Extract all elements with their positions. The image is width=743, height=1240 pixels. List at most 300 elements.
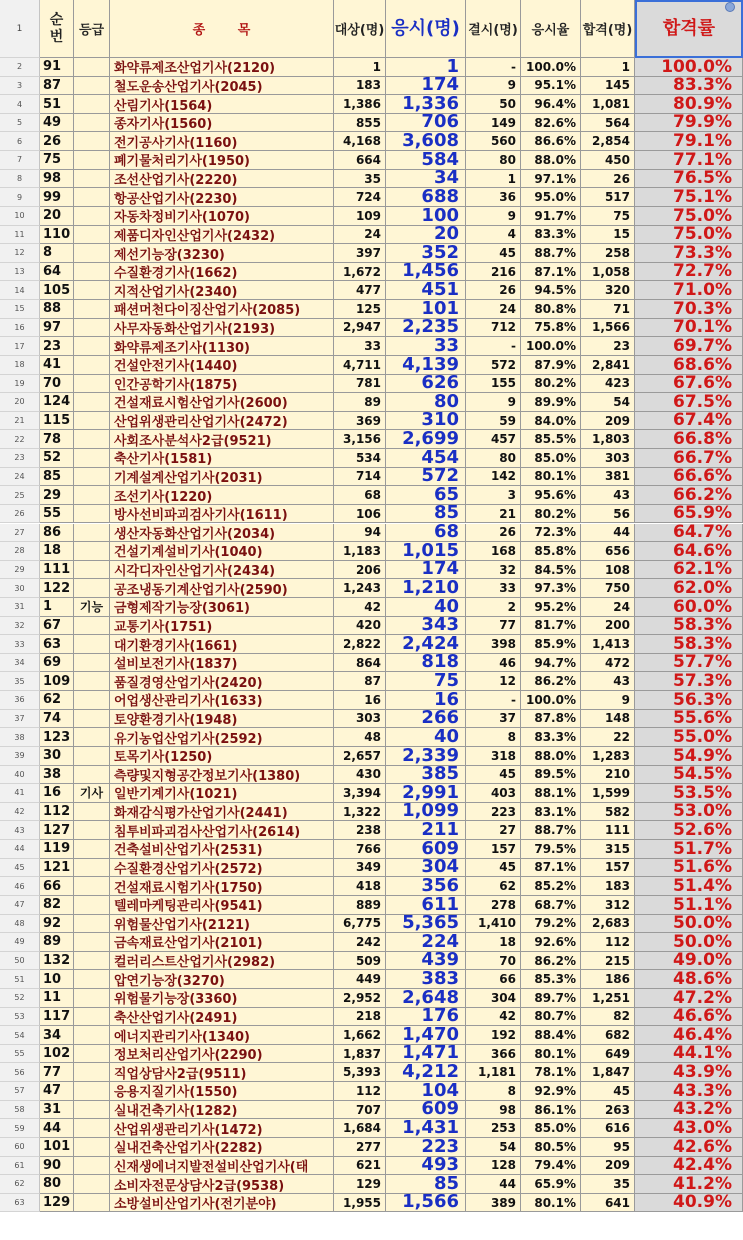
cell-rate[interactable]: 83.3% [521,728,581,747]
cell-target[interactable]: 2,822 [334,635,386,654]
cell-taken[interactable]: 2,424 [386,635,466,654]
cell-target[interactable]: 349 [334,859,386,878]
cell-rate[interactable]: 95.6% [521,486,581,505]
cell-absent[interactable]: 403 [466,784,521,803]
header-absent[interactable]: 결시(명) [466,0,521,58]
row-index[interactable]: 8 [0,170,40,189]
cell-absent[interactable]: 157 [466,840,521,859]
cell-absent[interactable]: 318 [466,747,521,766]
cell-taken[interactable]: 16 [386,691,466,710]
cell-pass[interactable]: 1,081 [581,95,635,114]
cell-taken[interactable]: 1,210 [386,579,466,598]
cell-rate[interactable]: 88.7% [521,821,581,840]
cell-rate[interactable]: 85.2% [521,877,581,896]
cell-taken[interactable]: 385 [386,766,466,785]
row-index[interactable]: 30 [0,579,40,598]
cell-pass-rate[interactable]: 42.4% [635,1157,743,1176]
cell-taken[interactable]: 352 [386,244,466,263]
cell-no[interactable]: 90 [40,1157,74,1176]
cell-grade[interactable] [74,505,110,524]
cell-absent[interactable]: 149 [466,114,521,133]
cell-grade[interactable] [74,1026,110,1045]
cell-rate[interactable]: 84.0% [521,412,581,431]
cell-pass-rate[interactable]: 62.0% [635,579,743,598]
cell-taken[interactable]: 68 [386,524,466,543]
row-index[interactable]: 26 [0,505,40,524]
row-index[interactable]: 5 [0,114,40,133]
cell-rate[interactable]: 80.8% [521,300,581,319]
cell-rate[interactable]: 91.7% [521,207,581,226]
cell-target[interactable]: 106 [334,505,386,524]
cell-target[interactable]: 206 [334,561,386,580]
cell-no[interactable]: 102 [40,1045,74,1064]
cell-pass[interactable]: 9 [581,691,635,710]
cell-absent[interactable]: 42 [466,1008,521,1027]
cell-taken[interactable]: 304 [386,859,466,878]
cell-absent[interactable]: 80 [466,449,521,468]
cell-grade[interactable] [74,635,110,654]
row-index[interactable]: 36 [0,691,40,710]
cell-no[interactable]: 78 [40,430,74,449]
cell-pass[interactable]: 22 [581,728,635,747]
cell-pass[interactable]: 95 [581,1138,635,1157]
cell-pass[interactable]: 2,854 [581,132,635,151]
cell-taken[interactable]: 104 [386,1082,466,1101]
row-index[interactable]: 6 [0,132,40,151]
cell-no[interactable]: 127 [40,821,74,840]
cell-pass-rate[interactable]: 79.9% [635,114,743,133]
cell-absent[interactable]: 223 [466,803,521,822]
cell-no[interactable]: 91 [40,58,74,77]
cell-taken[interactable]: 1,456 [386,263,466,282]
cell-no[interactable]: 122 [40,579,74,598]
cell-pass[interactable]: 564 [581,114,635,133]
cell-taken[interactable]: 626 [386,375,466,394]
cell-grade[interactable] [74,1008,110,1027]
cell-name[interactable]: 철도운송산업기사(2045) [110,77,334,96]
row-index[interactable]: 10 [0,207,40,226]
cell-absent[interactable]: 192 [466,1026,521,1045]
cell-rate[interactable]: 79.4% [521,1157,581,1176]
row-index[interactable]: 55 [0,1045,40,1064]
row-index[interactable]: 15 [0,300,40,319]
cell-pass-rate[interactable]: 48.6% [635,970,743,989]
cell-grade[interactable] [74,226,110,245]
cell-rate[interactable]: 95.2% [521,598,581,617]
cell-no[interactable]: 1 [40,598,74,617]
cell-grade[interactable] [74,1045,110,1064]
row-index[interactable]: 34 [0,654,40,673]
cell-target[interactable]: 1,386 [334,95,386,114]
row-index[interactable]: 46 [0,877,40,896]
cell-taken[interactable]: 85 [386,1175,466,1194]
cell-pass[interactable]: 423 [581,375,635,394]
cell-target[interactable]: 16 [334,691,386,710]
cell-no[interactable]: 70 [40,375,74,394]
cell-pass-rate[interactable]: 51.1% [635,896,743,915]
cell-rate[interactable]: 100.0% [521,58,581,77]
cell-name[interactable]: 수질환경기사(1662) [110,263,334,282]
cell-name[interactable]: 토목기사(1250) [110,747,334,766]
cell-grade[interactable] [74,114,110,133]
cell-no[interactable]: 52 [40,449,74,468]
cell-pass-rate[interactable]: 49.0% [635,952,743,971]
cell-pass-rate[interactable]: 43.9% [635,1063,743,1082]
cell-absent[interactable]: 572 [466,356,521,375]
cell-name[interactable]: 어업생산관리기사(1633) [110,691,334,710]
cell-target[interactable]: 277 [334,1138,386,1157]
cell-target[interactable]: 420 [334,617,386,636]
cell-absent[interactable]: 45 [466,766,521,785]
cell-pass-rate[interactable]: 43.3% [635,1082,743,1101]
cell-name[interactable]: 건설재료시험산업기사(2600) [110,393,334,412]
cell-taken[interactable]: 266 [386,710,466,729]
cell-pass-rate[interactable]: 73.3% [635,244,743,263]
cell-rate[interactable]: 100.0% [521,337,581,356]
cell-target[interactable]: 397 [334,244,386,263]
cell-pass[interactable]: 2,683 [581,915,635,934]
cell-absent[interactable]: 80 [466,151,521,170]
cell-grade[interactable] [74,524,110,543]
cell-grade[interactable] [74,970,110,989]
cell-taken[interactable]: 85 [386,505,466,524]
cell-no[interactable]: 77 [40,1063,74,1082]
cell-pass[interactable]: 2,841 [581,356,635,375]
cell-absent[interactable]: 70 [466,952,521,971]
cell-absent[interactable]: 54 [466,1138,521,1157]
cell-target[interactable]: 781 [334,375,386,394]
cell-pass-rate[interactable]: 75.0% [635,207,743,226]
cell-pass[interactable]: 157 [581,859,635,878]
cell-grade[interactable] [74,952,110,971]
cell-no[interactable]: 75 [40,151,74,170]
cell-target[interactable]: 2,952 [334,989,386,1008]
cell-pass[interactable]: 472 [581,654,635,673]
cell-pass-rate[interactable]: 66.7% [635,449,743,468]
cell-pass[interactable]: 145 [581,77,635,96]
cell-absent[interactable]: 26 [466,281,521,300]
cell-absent[interactable]: 59 [466,412,521,431]
cell-no[interactable]: 41 [40,356,74,375]
cell-no[interactable]: 82 [40,896,74,915]
cell-target[interactable]: 48 [334,728,386,747]
cell-absent[interactable]: 32 [466,561,521,580]
cell-name[interactable]: 건설재료시험기사(1750) [110,877,334,896]
cell-name[interactable]: 응용지질기사(1550) [110,1082,334,1101]
cell-absent[interactable]: 1 [466,170,521,189]
cell-rate[interactable]: 81.7% [521,617,581,636]
cell-rate[interactable]: 72.3% [521,524,581,543]
cell-rate[interactable]: 83.3% [521,226,581,245]
cell-rate[interactable]: 88.7% [521,244,581,263]
cell-pass[interactable]: 209 [581,412,635,431]
cell-pass-rate[interactable]: 41.2% [635,1175,743,1194]
cell-pass-rate[interactable]: 42.6% [635,1138,743,1157]
cell-name[interactable]: 지적산업기사(2340) [110,281,334,300]
cell-pass-rate[interactable]: 57.7% [635,654,743,673]
cell-taken[interactable]: 584 [386,151,466,170]
cell-no[interactable]: 92 [40,915,74,934]
cell-rate[interactable]: 86.2% [521,672,581,691]
cell-no[interactable]: 74 [40,710,74,729]
cell-pass[interactable]: 312 [581,896,635,915]
cell-taken[interactable]: 493 [386,1157,466,1176]
row-index[interactable]: 23 [0,449,40,468]
cell-target[interactable]: 477 [334,281,386,300]
cell-pass-rate[interactable]: 67.5% [635,393,743,412]
cell-name[interactable]: 자동차정비기사(1070) [110,207,334,226]
cell-pass-rate[interactable]: 50.0% [635,915,743,934]
cell-absent[interactable]: 18 [466,933,521,952]
cell-pass[interactable]: 303 [581,449,635,468]
cell-name[interactable]: 조선산업기사(2220) [110,170,334,189]
cell-pass[interactable]: 315 [581,840,635,859]
cell-no[interactable]: 67 [40,617,74,636]
row-index[interactable]: 4 [0,95,40,114]
row-index[interactable]: 43 [0,821,40,840]
cell-rate[interactable]: 100.0% [521,691,581,710]
cell-absent[interactable]: 128 [466,1157,521,1176]
cell-pass[interactable]: 210 [581,766,635,785]
cell-pass-rate[interactable]: 53.0% [635,803,743,822]
cell-grade[interactable] [74,840,110,859]
cell-rate[interactable]: 83.1% [521,803,581,822]
cell-name[interactable]: 전기공사기사(1160) [110,132,334,151]
cell-target[interactable]: 125 [334,300,386,319]
cell-taken[interactable]: 383 [386,970,466,989]
cell-name[interactable]: 에너지관리기사(1340) [110,1026,334,1045]
cell-pass-rate[interactable]: 75.1% [635,188,743,207]
header-pass[interactable]: 합격(명) [581,0,635,58]
cell-rate[interactable]: 86.6% [521,132,581,151]
cell-pass-rate[interactable]: 51.4% [635,877,743,896]
cell-pass-rate[interactable]: 55.0% [635,728,743,747]
cell-rate[interactable]: 97.1% [521,170,581,189]
row-index[interactable]: 53 [0,1008,40,1027]
cell-pass-rate[interactable]: 75.0% [635,226,743,245]
cell-name[interactable]: 금속재료산업기사(2101) [110,933,334,952]
cell-rate[interactable]: 88.0% [521,151,581,170]
selection-handle-icon[interactable] [725,2,735,12]
cell-name[interactable]: 화약류제조기사(1130) [110,337,334,356]
row-index[interactable]: 32 [0,617,40,636]
cell-grade[interactable] [74,58,110,77]
cell-grade[interactable] [74,356,110,375]
row-index[interactable]: 51 [0,970,40,989]
cell-name[interactable]: 패션머천다이징산업기사(2085) [110,300,334,319]
cell-pass[interactable]: 649 [581,1045,635,1064]
cell-taken[interactable]: 439 [386,952,466,971]
cell-taken[interactable]: 1,471 [386,1045,466,1064]
cell-target[interactable]: 238 [334,821,386,840]
cell-name[interactable]: 생산자동화산업기사(2034) [110,524,334,543]
cell-taken[interactable]: 2,648 [386,989,466,1008]
cell-no[interactable]: 115 [40,412,74,431]
cell-taken[interactable]: 609 [386,1101,466,1120]
cell-target[interactable]: 724 [334,188,386,207]
cell-grade[interactable] [74,915,110,934]
cell-target[interactable]: 242 [334,933,386,952]
cell-no[interactable]: 89 [40,933,74,952]
cell-no[interactable]: 31 [40,1101,74,1120]
cell-rate[interactable]: 80.2% [521,505,581,524]
cell-name[interactable]: 사회조사분석사2급(9521) [110,430,334,449]
row-index[interactable]: 47 [0,896,40,915]
cell-target[interactable]: 855 [334,114,386,133]
cell-name[interactable]: 압연기능장(3270) [110,970,334,989]
cell-name[interactable]: 위험물산업기사(2121) [110,915,334,934]
cell-target[interactable]: 303 [334,710,386,729]
cell-pass[interactable]: 148 [581,710,635,729]
cell-taken[interactable]: 1,015 [386,542,466,561]
cell-no[interactable]: 129 [40,1194,74,1213]
cell-pass[interactable]: 56 [581,505,635,524]
cell-target[interactable]: 33 [334,337,386,356]
cell-grade[interactable] [74,207,110,226]
cell-grade[interactable] [74,95,110,114]
cell-absent[interactable]: 3 [466,486,521,505]
cell-no[interactable]: 88 [40,300,74,319]
cell-no[interactable]: 111 [40,561,74,580]
cell-no[interactable]: 69 [40,654,74,673]
cell-no[interactable]: 97 [40,319,74,338]
cell-target[interactable]: 889 [334,896,386,915]
cell-name[interactable]: 설비보전기사(1837) [110,654,334,673]
cell-target[interactable]: 1 [334,58,386,77]
cell-no[interactable]: 124 [40,393,74,412]
cell-target[interactable]: 2,947 [334,319,386,338]
cell-pass-rate[interactable]: 57.3% [635,672,743,691]
cell-pass-rate[interactable]: 40.9% [635,1194,743,1213]
cell-absent[interactable]: 142 [466,468,521,487]
cell-rate[interactable]: 80.5% [521,1138,581,1157]
cell-grade[interactable] [74,859,110,878]
cell-name[interactable]: 텔레마케팅관리사(9541) [110,896,334,915]
cell-taken[interactable]: 174 [386,77,466,96]
cell-target[interactable]: 369 [334,412,386,431]
cell-target[interactable]: 4,711 [334,356,386,375]
cell-grade[interactable]: 기사 [74,784,110,803]
cell-taken[interactable]: 211 [386,821,466,840]
cell-absent[interactable]: 24 [466,300,521,319]
cell-name[interactable]: 화재감식평가산업기사(2441) [110,803,334,822]
cell-taken[interactable]: 40 [386,598,466,617]
cell-grade[interactable] [74,170,110,189]
cell-taken[interactable]: 454 [386,449,466,468]
cell-pass[interactable]: 75 [581,207,635,226]
row-index[interactable]: 45 [0,859,40,878]
cell-absent[interactable]: 253 [466,1119,521,1138]
cell-grade[interactable] [74,393,110,412]
cell-target[interactable]: 1,955 [334,1194,386,1213]
cell-pass-rate[interactable]: 43.0% [635,1119,743,1138]
row-index[interactable]: 28 [0,542,40,561]
cell-target[interactable]: 68 [334,486,386,505]
cell-pass[interactable]: 35 [581,1175,635,1194]
cell-taken[interactable]: 343 [386,617,466,636]
cell-no[interactable]: 64 [40,263,74,282]
cell-rate[interactable]: 87.8% [521,710,581,729]
header-taken[interactable]: 응시(명) [386,0,466,58]
cell-taken[interactable]: 2,699 [386,430,466,449]
cell-name[interactable]: 토양환경기사(1948) [110,710,334,729]
cell-taken[interactable]: 1,566 [386,1194,466,1213]
cell-absent[interactable]: 33 [466,579,521,598]
cell-rate[interactable]: 85.0% [521,449,581,468]
cell-no[interactable]: 47 [40,1082,74,1101]
cell-rate[interactable]: 65.9% [521,1175,581,1194]
cell-taken[interactable]: 1,470 [386,1026,466,1045]
cell-pass-rate[interactable]: 67.4% [635,412,743,431]
cell-no[interactable]: 86 [40,524,74,543]
cell-no[interactable]: 51 [40,95,74,114]
cell-absent[interactable]: 27 [466,821,521,840]
cell-no[interactable]: 8 [40,244,74,263]
cell-target[interactable]: 1,243 [334,579,386,598]
cell-taken[interactable]: 611 [386,896,466,915]
cell-taken[interactable]: 40 [386,728,466,747]
row-index[interactable]: 22 [0,430,40,449]
cell-taken[interactable]: 706 [386,114,466,133]
cell-rate[interactable]: 80.2% [521,375,581,394]
row-index[interactable]: 59 [0,1119,40,1138]
cell-pass[interactable]: 112 [581,933,635,952]
row-index[interactable]: 62 [0,1175,40,1194]
cell-rate[interactable]: 85.3% [521,970,581,989]
cell-pass[interactable]: 15 [581,226,635,245]
cell-no[interactable]: 101 [40,1138,74,1157]
cell-absent[interactable]: 9 [466,207,521,226]
cell-absent[interactable]: 398 [466,635,521,654]
cell-pass-rate[interactable]: 77.1% [635,151,743,170]
cell-pass-rate[interactable]: 44.1% [635,1045,743,1064]
cell-name[interactable]: 기계설계산업기사(2031) [110,468,334,487]
row-index[interactable]: 3 [0,77,40,96]
row-index[interactable]: 9 [0,188,40,207]
header-name[interactable]: 종 목 [110,0,334,58]
row-index[interactable]: 61 [0,1157,40,1176]
cell-absent[interactable]: 36 [466,188,521,207]
cell-name[interactable]: 금형제작기능장(3061) [110,598,334,617]
cell-no[interactable]: 34 [40,1026,74,1045]
cell-absent[interactable]: 8 [466,1082,521,1101]
row-index[interactable]: 31 [0,598,40,617]
cell-absent[interactable]: 712 [466,319,521,338]
cell-no[interactable]: 62 [40,691,74,710]
cell-pass[interactable]: 183 [581,877,635,896]
cell-absent[interactable]: 9 [466,77,521,96]
cell-taken[interactable]: 356 [386,877,466,896]
cell-target[interactable]: 109 [334,207,386,226]
cell-no[interactable]: 18 [40,542,74,561]
cell-name[interactable]: 측량및지형공간정보기사(1380) [110,766,334,785]
cell-taken[interactable]: 224 [386,933,466,952]
cell-grade[interactable] [74,989,110,1008]
cell-absent[interactable]: 45 [466,859,521,878]
cell-target[interactable]: 89 [334,393,386,412]
cell-rate[interactable]: 89.7% [521,989,581,1008]
cell-taken[interactable]: 223 [386,1138,466,1157]
cell-pass-rate[interactable]: 60.0% [635,598,743,617]
cell-taken[interactable]: 1,431 [386,1119,466,1138]
cell-name[interactable]: 항공산업기사(2230) [110,188,334,207]
cell-absent[interactable]: 457 [466,430,521,449]
cell-no[interactable]: 105 [40,281,74,300]
cell-grade[interactable] [74,468,110,487]
cell-pass-rate[interactable]: 66.6% [635,468,743,487]
cell-no[interactable]: 119 [40,840,74,859]
cell-no[interactable]: 85 [40,468,74,487]
